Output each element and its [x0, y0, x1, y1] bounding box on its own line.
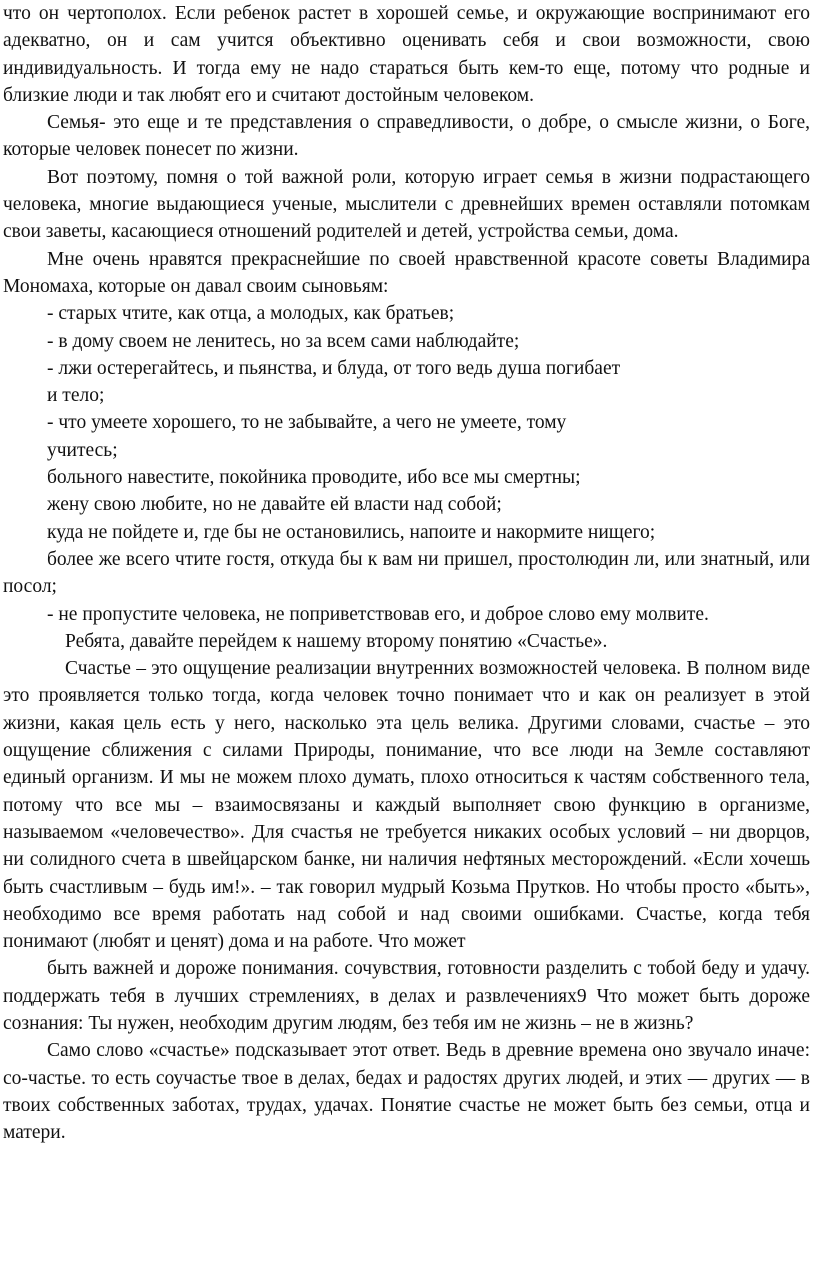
paragraph-happiness-transition: Ребята, давайте перейдем к нашему второму понятию «Счастье». [65, 630, 608, 652]
paragraph-continuation: что он чертополох. Если ребенок растет в хорошей семье, и окружающие воспринимают его адекватно, он и сам учится объективно оценивать себя и свои возможности, свою индивидуальность. И тогда ему не надо стараться быть кем-то еще, потому что родные и близкие люди и так любят его и считают достойным человеком. [3, 3, 810, 106]
advice-line: учитесь; [47, 439, 118, 461]
advice-line: - не пропустите человека, не поприветствовав его, и доброе слово ему молвите. [47, 603, 709, 625]
paragraph-understanding: быть важней и дороже понимания. сочувствия, готовности разделить с тобой беду и удачу. поддержать тебя в лучших стремлениях, в делах и развлечениях9 Что может быть дороже сознания: Ты нужен, необходим другим людям, без тебя им не жизнь – не в жизнь? [3, 958, 810, 1034]
advice-line: более же всего чтите гостя, откуда бы к вам ни пришел, простолюдин ли, или знатный, или посол; [3, 548, 810, 598]
advice-line: - лжи остерегайтесь, и пьянства, и блуда, от того ведь душа погибает [47, 357, 621, 379]
paragraph-word-happiness: Само слово «счастье» подсказывает этот ответ. Ведь в древние времена оно звучало иначе: со-частье. то есть соучастье твое в делах, бедах и радостях других людей, и этих — других — в твоих собственных заботах, трудах, удачах. Понятие счастье не может быть без семьи, отца и матери. [3, 1040, 810, 1144]
advice-line: - что умеете хорошего, то не забывайте, а чего не умеете, тому [47, 412, 567, 434]
advice-line: жену свою любите, но не давайте ей власти над собой; [47, 494, 502, 516]
paragraph-monomakh-intro: Мне очень нравятся прекраснейшие по своей нравственной красоте советы Владимира Мономаха, которые он давал своим сыновьям: [3, 248, 810, 297]
paragraph-happiness-definition: Счастье – это ощущение реализации внутренних возможностей человека. В полном виде это проявляется только тогда, когда человек точно понимает что и как он реализует в этой жизни, какая цель есть у него, насколько эта цель велика. Другими словами, счастье – это ощущение сближения с силами Природы, понимание, что все люди на Земле составляют единый организм. И мы не можем плохо думать, плохо относиться к частям собственного тела, потому что все мы – взаимосвязаны и каждый выполняет свою функцию в организме, называемом «человечество». Для счастья не требуется никаких особых условий – ни дворцов, ни солидного счета в швейцарском банке, ни наличия нефтяных месторождений. «Если хочешь быть счастливым – будь им!». – так говорил мудрый Козьма Прутков. Но чтобы просто «быть», необходимо все время работать над собой и над своими ошибками. Счастье, когда тебя понимают (любят и ценят) дома и на работе. Что может [3, 658, 810, 953]
advice-line: куда не пойдете и, где бы не остановились, напоите и накормите нищего; [47, 521, 656, 543]
advice-line: - в дому своем не ленитесь, но за всем сами наблюдайте; [47, 330, 520, 352]
advice-line: и тело; [47, 385, 105, 407]
paragraph-family-ideas: Семья- это еще и те представления о справедливости, о добре, о смысле жизни, о Боге, которые человек понесет по жизни. [3, 112, 810, 161]
advice-line: - старых чтите, как отца, а молодых, как братьев; [47, 303, 455, 325]
advice-line: больного навестите, покойника проводите, ибо все мы смертны; [47, 467, 581, 489]
paragraph-thinkers-testaments: Вот поэтому, помня о той важной роли, которую играет семья в жизни подрастающего человека, многие выдающиеся ученые, мыслители с древнейших времен оставляли потомкам свои заветы, касающиеся отношений родителей и детей, устройства семьи, дома. [3, 166, 810, 243]
